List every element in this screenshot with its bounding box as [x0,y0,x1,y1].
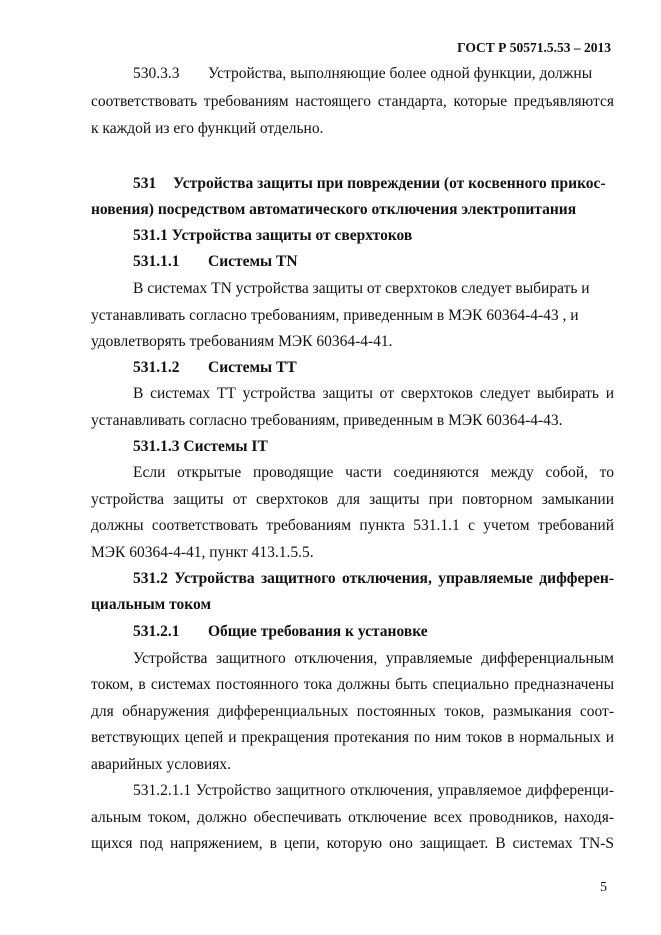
section-number: 531.2.1 [133,623,180,640]
clause-text: Устройства, выполняющие более одной функции, должны [208,65,593,82]
paragraph-line: альным током, должно обеспечивать отключение всех проводников, находя- [91,809,614,826]
paragraph-line: устанавливать согласно требованиям, приведенным в МЭК 60364-4-43 , и [91,307,579,324]
paragraph-line: Если открытые проводящие части соединяются между собой, то [133,464,614,481]
paragraph-line: В системах ТТ устройства защиты от сверхтоков следует выбирать и [133,385,614,402]
section-number: 531.1.1 [133,253,180,270]
paragraph-line: соответствовать требованиям настоящего стандарта, которые предъявляются [91,93,614,110]
document-code-header: ГОСТ Р 50571.5.53 – 2013 [457,40,611,55]
section-531-1-3-heading: 531.1.3 Системы IT [133,438,268,455]
section-title: Системы ТТ [208,359,297,376]
paragraph-line: удовлетворять требованиям МЭК 60364-4-41. [91,333,393,350]
paragraph-line: током, в системах постоянного тока должны быть специально предназначены [91,676,614,693]
clause-530-3-3-line-1 [133,64,614,84]
section-531-heading-cont: новения) посредством автоматического отключения электропитания [91,201,577,218]
section-title: Общие требования к установке [208,623,428,640]
paragraph-line: должны соответствовать требованиям пункта 531.1.1 с учетом требований [91,517,614,534]
section-531-1-2-heading [133,358,614,378]
section-531-1-1-heading [133,252,614,272]
section-number: 531 [133,175,157,192]
clause-number: 530.3.3 [133,65,180,82]
paragraph-line: Устройства защитного отключения, управляемые дифференциальным [133,650,614,667]
section-531-heading [133,174,614,194]
section-531-2-heading: 531.2 Устройства защитного отключения, управляемые дифферен- [133,570,614,587]
section-531-2-heading-cont: циальным током [91,596,212,613]
paragraph-line: устройства защиты от сверхтоков для защиты при повторном замыкании [91,491,614,508]
paragraph-line: ветствующих цепей и прекращения протекания по ним токов в нормальных и [91,729,614,746]
paragraph-line: к каждой из его функций отдельно. [91,120,324,137]
paragraph-line: устанавливать согласно требованиям, приведенным в МЭК 60364-4-43. [91,412,563,429]
paragraph-line: 531.2.1.1 Устройство защитного отключения, управляемое дифференци- [133,782,614,799]
section-number: 531.1.2 [133,359,180,376]
paragraph-line: В системах TN устройства защиты от сверхтоков следует выбирать и [133,280,590,297]
paragraph-line: аварийных условиях. [91,756,232,773]
section-title: Системы TN [208,253,298,270]
page-number: 5 [600,880,607,895]
section-531-1-heading: 531.1 Устройства защиты от сверхтоков [133,227,413,244]
paragraph-line: для обнаружения дифференциальных постоянных токов, размыкания соот- [91,703,614,720]
section-title: Устройства защиты при повреждении (от косвенного прикос- [173,175,606,192]
section-531-2-1-heading [133,622,614,642]
paragraph-line: МЭК 60364-4-41, пункт 413.1.5.5. [91,544,314,561]
paragraph-line: щихся под напряжением, в цепи, которую оно защищает. В системах TN-S [91,835,614,852]
